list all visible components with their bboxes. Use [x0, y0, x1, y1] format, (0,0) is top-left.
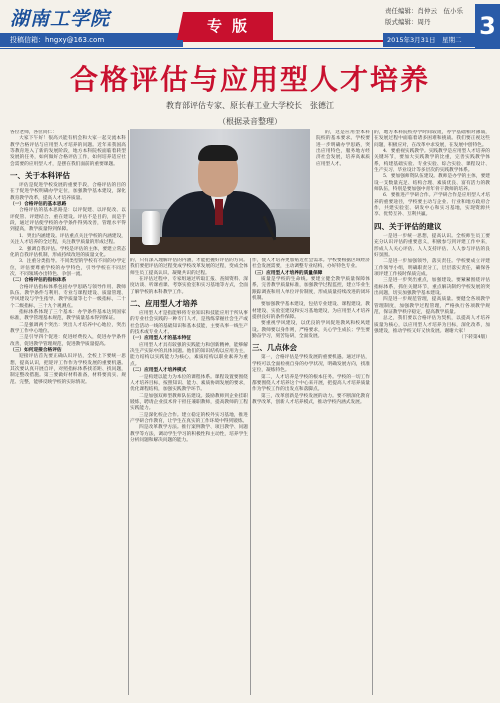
- article-column-4-top: [316, 130, 370, 254]
- column-rule: [250, 258, 251, 695]
- section-label: 专版: [183, 12, 273, 40]
- paragraph: 6．要推进产学研合作。产学研合作是应用型人才培养的重要途径，学校要主动与企业、行业和地方政府合作，共建实验室、研发中心和实习基地，实现资源共享、优势互补、互利共赢。: [374, 193, 490, 218]
- paragraph: 第二，人才培养是学校的根本任务。学校的一切工作都要围绕人才培养这个中心来开展，把提高人才培养质量作为学校工作的出发点和落脚点。: [252, 374, 370, 393]
- paragraph: 大家下午好！很高兴能有机会和大家一起交流本科教学合格评估与应用型人才培养的问题。近年来我国高等教育进入了新的发展阶段，地方本科院校面临着转型发展的任务，如何做好合格评估工作，如何培养适应社会需要的应用型人才，是摆在我们面前的重要课题。: [10, 136, 126, 167]
- paragraph: 四是进一步规范管理，提高质量。要健全各项教学管理制度，加强教学过程管理，严格执行各项教学规范，保证教学秩序稳定，提高教学质量。: [374, 297, 490, 315]
- paragraph: 三是深化校企合作。建立稳定的校外实习基地，推进产学研合作教育，让学生在真实的工作环境中得到锻炼。: [130, 412, 248, 424]
- paragraph: 一是进一步统一思想，提高认识。全校师生员工要充分认识评估的重要意义，积极参与到评建工作中来，形成人人关心评估、人人支持评估、人人参与评估的良好氛围。: [374, 233, 490, 258]
- article-column-5: [374, 130, 490, 695]
- paragraph: 第三，改革创新是学校发展的动力。要不断深化教育教学改革，创新人才培养模式，推动学校内涵式发展。: [252, 393, 370, 405]
- section-heading: 三、几点体会: [252, 343, 297, 353]
- paragraph: 第一，合格评估是学校发展的重要机遇。通过评估，学校可以全面检视自身的办学状况，明确发展方向，找准定位，凝练特色。: [252, 355, 370, 374]
- paragraph: 总之，我们要以合格评估为契机，以提高人才培养质量为核心，以应用型人才培养为目标，深化改革，加强建设，推动学校又好又快发展。谢谢大家！: [374, 316, 490, 334]
- masthead-divider: [0, 48, 500, 49]
- photo-tie: [215, 199, 223, 225]
- paragraph: 二是进一步加强领导，落实责任。学校要成立评建工作领导小组，明确职责分工，层层落实责任，确保各项评建工作按时保质完成。: [374, 259, 490, 277]
- paragraph: 四是改革教学方法。推行案例教学、项目教学、问题教学等方法，调动学生学习的积极性和主动性，培养学生分析问题和解决问题的能力。: [130, 425, 248, 443]
- editor-line-1: 责任编辑：肖仲云 伍小乐: [385, 7, 463, 15]
- paragraph: 评估是促进学校发展的重要手段，合格评估的目的在于促进学校明确办学定位，加强教学基本建设，深化教育教学改革，提高人才培养质量。: [10, 183, 126, 201]
- paragraph: 4．要重视实践教学。实践教学是应用型人才培养的关键环节，要加大实践教学的比重，完善实践教学体系，构建基础实验、专业实验、综合实验、课程设计、生产实习、毕业设计等多层次的实践教学体系。: [374, 149, 490, 174]
- paragraph: 质量是学校的生命线。要建立健全教学质量保障体系，完善教学质量标准，加强教学过程监控，建立毕业生跟踪调查和用人单位评价制度，形成质量持续改进的闭环机制。: [252, 277, 370, 302]
- column-rule: [128, 130, 129, 695]
- section-heading: 四、关于评估的建议: [374, 221, 442, 231]
- paragraph: 的，这是应用型本科院校的基本要求。学校要进一步明确办学思路，突出应用特色，服务地方经济社会发展，培养高素质应用型人才。: [316, 130, 370, 167]
- newspaper-logo: 湖南工学院: [10, 8, 111, 30]
- paragraph: 迎接评估首先要正确认识评估，全校上下要统一思想，提高认识，把迎评工作作为学校发展的重要机遇。其次要认真开展自评，对照指标体系找差距、找问题，制定整改措施。第三要做好材料准备，材料要真实、规范、完整，能够反映学校的实际情况。: [10, 354, 126, 385]
- section-rule: [183, 40, 383, 42]
- editor-credits: [385, 6, 463, 28]
- paragraph: 5．要加强师资队伍建设。教师是办学的主体，要建设一支数量充足、结构合理、素质优良、富有活力的教师队伍，特别是要加强中青年骨干教师的培养。: [374, 174, 490, 193]
- column-rule: [372, 130, 373, 695]
- subheading: （三）如何迎接合格评估: [10, 348, 62, 353]
- article-column-1: [10, 130, 126, 695]
- article-column-3: [252, 258, 370, 695]
- paragraph: 2．强调自我评估。学校是评估的主体，要建立常态化的自我评估机制，形成持续改进的质量文化。: [10, 246, 126, 258]
- section-heading: 一、关于本科评估: [10, 171, 70, 181]
- paragraph: 3．注重分类指导。不同类型的学校有不同的办学定位，评估要尊重学校的办学特色，引导学校在不同层次、不同领域办出特色、争创一流。: [10, 259, 126, 277]
- paragraph: 一是构建以能力为本位的课程体系。课程设置要围绕人才培养目标，按照知识、能力、素质协调发展的要求，优化课程结构，加强实践教学环节。: [130, 374, 248, 393]
- paragraph: 合格评估指标体系包括办学思路与领导作用、教师队伍、教学条件与利用、专业与课程建设、质量管理、学风建设与学生指导、教学质量等七个一级指标，二十个二级指标，三十九个观测点。: [10, 284, 126, 309]
- paragraph: 二是强调两个突出：突出人才培养中心地位，突出教学工作中心地位。: [10, 322, 126, 334]
- subheading: （三）应用型人才培养的质量保障: [252, 270, 323, 276]
- article-byline: 教育部评估专家、原长春工业大学校长 张德江: [166, 101, 334, 110]
- masthead: [0, 0, 500, 48]
- page-number: 3: [475, 4, 500, 48]
- speaker-photo: [130, 129, 310, 254]
- article-recorder-note: （根据录音整理）: [218, 117, 282, 126]
- contribute-email: 投稿信箱：hngxy@163.com: [0, 33, 183, 47]
- photo-thermos: [142, 211, 160, 245]
- paragraph: 1．突出内涵建设。评估重点关注学校的内涵建设，关注人才培养的全过程，关注教学质量的形成过程。: [10, 233, 126, 246]
- subheading: （二）应用型人才培养模式: [130, 368, 187, 374]
- paragraph: 应用型人才具有较强的实践能力和创新精神，能够解决生产实际中的具体问题。他们的知识结构以应用为主，能力结构以实践能力为核心，素质结构以职业素养为重点。: [130, 342, 248, 367]
- section-heading: 二、应用型人才培养: [130, 299, 198, 309]
- paragraph: 要重视学风建设，以优良的学风促进教风和校风建设。教师要以身作则，严格要求，关心学生成长；学生要勤奋学习，刻苦钻研，全面发展。: [252, 321, 370, 340]
- photo-hair: [198, 145, 238, 161]
- paragraph: 三是引导四个促进：促进经费投入，促进办学条件改善，促进教学管理规范，促进教学质量提高。: [10, 335, 126, 347]
- issue-date: 2015年3月31日 星期二: [383, 33, 476, 47]
- paragraph: 在评估过程中，专家组通过听取汇报、查阅资料、深度访谈、听课看课、考察实验室和实习基地等方式，全面了解学校的本科教学工作。: [130, 277, 248, 295]
- editor-line-2: 版式编辑：周丹: [385, 18, 431, 26]
- subheading: （一）合格评估的基本思路: [10, 202, 67, 208]
- subheading: （一）应用型人才的基本特征: [130, 336, 191, 342]
- paragraph: 合格评估的基本思路是：以评促建、以评促改、以评促管、评建结合、重在建设。评估不是目的，而是手段，通过评估使学校的办学条件得到改善，管理水平得到提高，教学质量得到保障。: [10, 208, 126, 233]
- paragraph: 二是加强双师型教师队伍建设。鼓励教师到企业挂职锻炼，聘请企业技术骨干担任兼职教师，提高教师的工程实践能力。: [130, 393, 248, 412]
- paragraph: 的，地方本科院校办学时间较短，办学基础相对薄弱，在发展过程中面临着诸多困难和挑战。我们要正视这些问题，积极应对，在改革中求发展，在发展中创特色。: [374, 130, 490, 148]
- paragraph: 各位老师，各位同仁：: [10, 130, 57, 135]
- article-column-2: [130, 258, 248, 695]
- article-headline: 合格评估与应用型人才培养: [69, 63, 430, 96]
- paragraph: 作，使人才培养更加贴近社会需求。学校要根据区域经济社会发展需要，主动调整专业结构，办好特色专业。: [252, 258, 370, 270]
- subheading: （二）合格评估的指标体系: [10, 278, 67, 284]
- paragraph: 三是进一步突出重点，加强建设。要紧紧围绕评估指标体系，抓住关键环节，重点解决制约学校发展的突出问题，切实加强教学基本建设。: [374, 278, 490, 296]
- paragraph: 要加强教学基本建设，包括专业建设、课程建设、教材建设、实验室建设和实习基地建设，为应用型人才培养提供良好的条件保障。: [252, 302, 370, 321]
- paragraph: 指标体系体现了三个基本：办学条件基本达到国家标准，教学管理基本规范，教学质量基本得到保证。: [10, 309, 126, 322]
- paragraph: 应用型人才是指能够将专业知识和技能应用于所从事的专业社会实践的一种专门人才，是熟练掌握社会生产或社会活动一线的基础知识和基本技能，主要从事一线生产的技术或专业人才。: [130, 311, 248, 336]
- paragraph: 的，只有深入理解评估的内涵，才能把握好评估的方向。我们要把评估的过程变成学校改革发展的过程，变成全体师生员工提高认识、凝聚共识的过程。: [130, 258, 248, 276]
- continued-note: （下转第4版）: [458, 335, 490, 341]
